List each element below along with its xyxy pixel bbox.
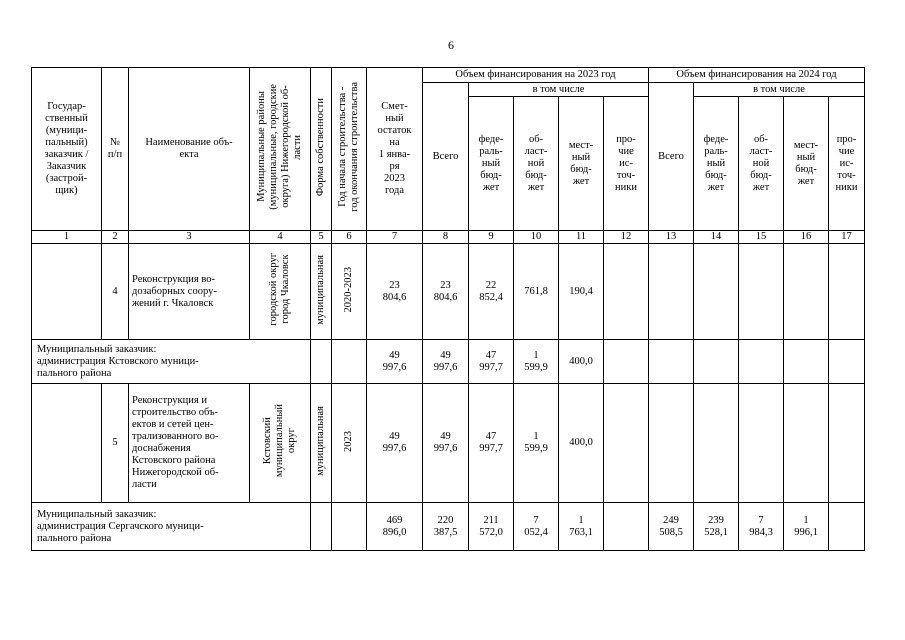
empty-cell [784, 384, 829, 503]
col-number: 11 [559, 231, 604, 244]
empty-cell [649, 340, 694, 384]
page-number: 6 [448, 38, 454, 52]
empty-cell [332, 503, 367, 551]
col-number: 15 [739, 231, 784, 244]
header-ownership-cell [311, 68, 332, 231]
table-row [32, 384, 865, 503]
district-cell [250, 384, 311, 503]
header-other-2023: про- чие ис- точ- ники [604, 97, 649, 231]
empty-cell [332, 340, 367, 384]
years: 2023 [343, 430, 354, 452]
col-number: 10 [514, 231, 559, 244]
local-2023: 400,0 [559, 340, 604, 384]
estimate-value: 49 997,6 [367, 340, 423, 384]
empty-cell [604, 384, 649, 503]
empty-cell [739, 244, 784, 340]
header-regional-2023: об- ласт- ной бюд- жет [514, 97, 559, 231]
federal-2023: 47 997,7 [469, 340, 514, 384]
regional-2023: 761,8 [514, 244, 559, 340]
table-row [32, 503, 865, 551]
district-name: Кстовский муниципальный округ [262, 404, 297, 478]
empty-cell [649, 244, 694, 340]
empty-cell [604, 244, 649, 340]
years: 2020-2023 [343, 266, 354, 313]
column-number-row [32, 231, 865, 244]
header-districts-cell [250, 68, 311, 231]
col-number: 7 [367, 231, 423, 244]
object-name: Реконструкция и строительство объ- ектов и сетей цен- трализованного во- доснабжения Кстовского района Нижегородской об- ласти [129, 384, 250, 503]
total-2023: 23 804,6 [423, 244, 469, 340]
header-incl-2024: в том числе [694, 83, 865, 97]
empty-cell [694, 384, 739, 503]
col-number: 1 [32, 231, 102, 244]
col-number: 17 [829, 231, 865, 244]
ownership: муниципальная [315, 406, 326, 476]
empty-cell [32, 384, 102, 503]
header-num: № п/п [102, 68, 129, 231]
empty-cell [829, 384, 865, 503]
empty-cell [604, 340, 649, 384]
regional-2023: 7 052,4 [514, 503, 559, 551]
col-number: 14 [694, 231, 739, 244]
col-number: 3 [129, 231, 250, 244]
col-number: 8 [423, 231, 469, 244]
financing-table [31, 67, 865, 551]
estimate-value: 469 896,0 [367, 503, 423, 551]
empty-cell [784, 340, 829, 384]
empty-cell [604, 503, 649, 551]
header-total-2023: Всего [423, 83, 469, 231]
header-total-2024: Всего [649, 83, 694, 231]
federal-2023: 211 572,0 [469, 503, 514, 551]
empty-cell [32, 244, 102, 340]
header-years: Год начала строительства - год окончания строительства [337, 82, 360, 212]
row-num: 5 [102, 384, 129, 503]
header-customer: Государ- ственный (муници- пальный) заказчик / Заказчик (застрой- щик) [32, 68, 102, 231]
empty-cell [694, 244, 739, 340]
empty-cell [649, 384, 694, 503]
customer-name: Муниципальный заказчик: администрация Кстовского муници- пального района [32, 340, 311, 384]
regional-2024: 7 984,3 [739, 503, 784, 551]
federal-2023: 47 997,7 [469, 384, 514, 503]
total-2023: 220 387,5 [423, 503, 469, 551]
district-cell [250, 244, 311, 340]
empty-cell [739, 340, 784, 384]
local-2023: 190,4 [559, 244, 604, 340]
total-2023: 49 997,6 [423, 340, 469, 384]
federal-2023: 22 852,4 [469, 244, 514, 340]
empty-cell [311, 340, 332, 384]
empty-cell [311, 503, 332, 551]
ownership-cell [311, 384, 332, 503]
header-local-2023: мест- ный бюд- жет [559, 97, 604, 231]
years-cell [332, 244, 367, 340]
col-number: 5 [311, 231, 332, 244]
header-object-name: Наименование объ- екта [129, 68, 250, 231]
empty-cell [829, 244, 865, 340]
district-name: городской округ город Чкаловск [268, 253, 291, 326]
total-2023: 49 997,6 [423, 384, 469, 503]
col-number: 9 [469, 231, 514, 244]
estimate-value: 23 804,6 [367, 244, 423, 340]
object-name: Реконструкция во- дозаборных соору- жений г. Чкаловск [129, 244, 250, 340]
estimate-value: 49 997,6 [367, 384, 423, 503]
years-cell [332, 384, 367, 503]
empty-cell [784, 244, 829, 340]
customer-name: Муниципальный заказчик: администрация Сергачского муници- пального района [32, 503, 311, 551]
header-estimate: Смет- ный остаток на 1 янва- ря 2023 года [367, 68, 423, 231]
local-2023: 1 763,1 [559, 503, 604, 551]
col-number: 2 [102, 231, 129, 244]
local-2024: 1 996,1 [784, 503, 829, 551]
table-row [32, 244, 865, 340]
header-federal-2024: феде- раль- ный бюд- жет [694, 97, 739, 231]
empty-cell [694, 340, 739, 384]
total-2024: 249 508,5 [649, 503, 694, 551]
col-number: 16 [784, 231, 829, 244]
empty-cell [739, 384, 784, 503]
col-number: 13 [649, 231, 694, 244]
ownership-cell [311, 244, 332, 340]
header-fin-2023: Объем финансирования на 2023 год [423, 68, 649, 83]
header-incl-2023: в том числе [469, 83, 649, 97]
header-years-cell [332, 68, 367, 231]
regional-2023: 1 599,9 [514, 340, 559, 384]
federal-2024: 239 528,1 [694, 503, 739, 551]
col-number: 4 [250, 231, 311, 244]
empty-cell [829, 503, 865, 551]
header-regional-2024: об- ласт- ной бюд- жет [739, 97, 784, 231]
col-number: 12 [604, 231, 649, 244]
header-local-2024: мест- ный бюд- жет [784, 97, 829, 231]
ownership: муниципальная [315, 254, 326, 325]
header-other-2024: про- чие ис- точ- ники [829, 97, 865, 231]
regional-2023: 1 599,9 [514, 384, 559, 503]
header-federal-2023: феде- раль- ный бюд- жет [469, 97, 514, 231]
header-districts: Муниципальные районы (муниципальные, городские округа) Нижегородской об- ласти [256, 84, 303, 210]
header-fin-2024: Объем финансирования на 2024 год [649, 68, 865, 83]
row-num: 4 [102, 244, 129, 340]
col-number: 6 [332, 231, 367, 244]
local-2023: 400,0 [559, 384, 604, 503]
empty-cell [829, 340, 865, 384]
header-ownership: Форма собственности [315, 97, 326, 197]
table-row [32, 340, 865, 384]
